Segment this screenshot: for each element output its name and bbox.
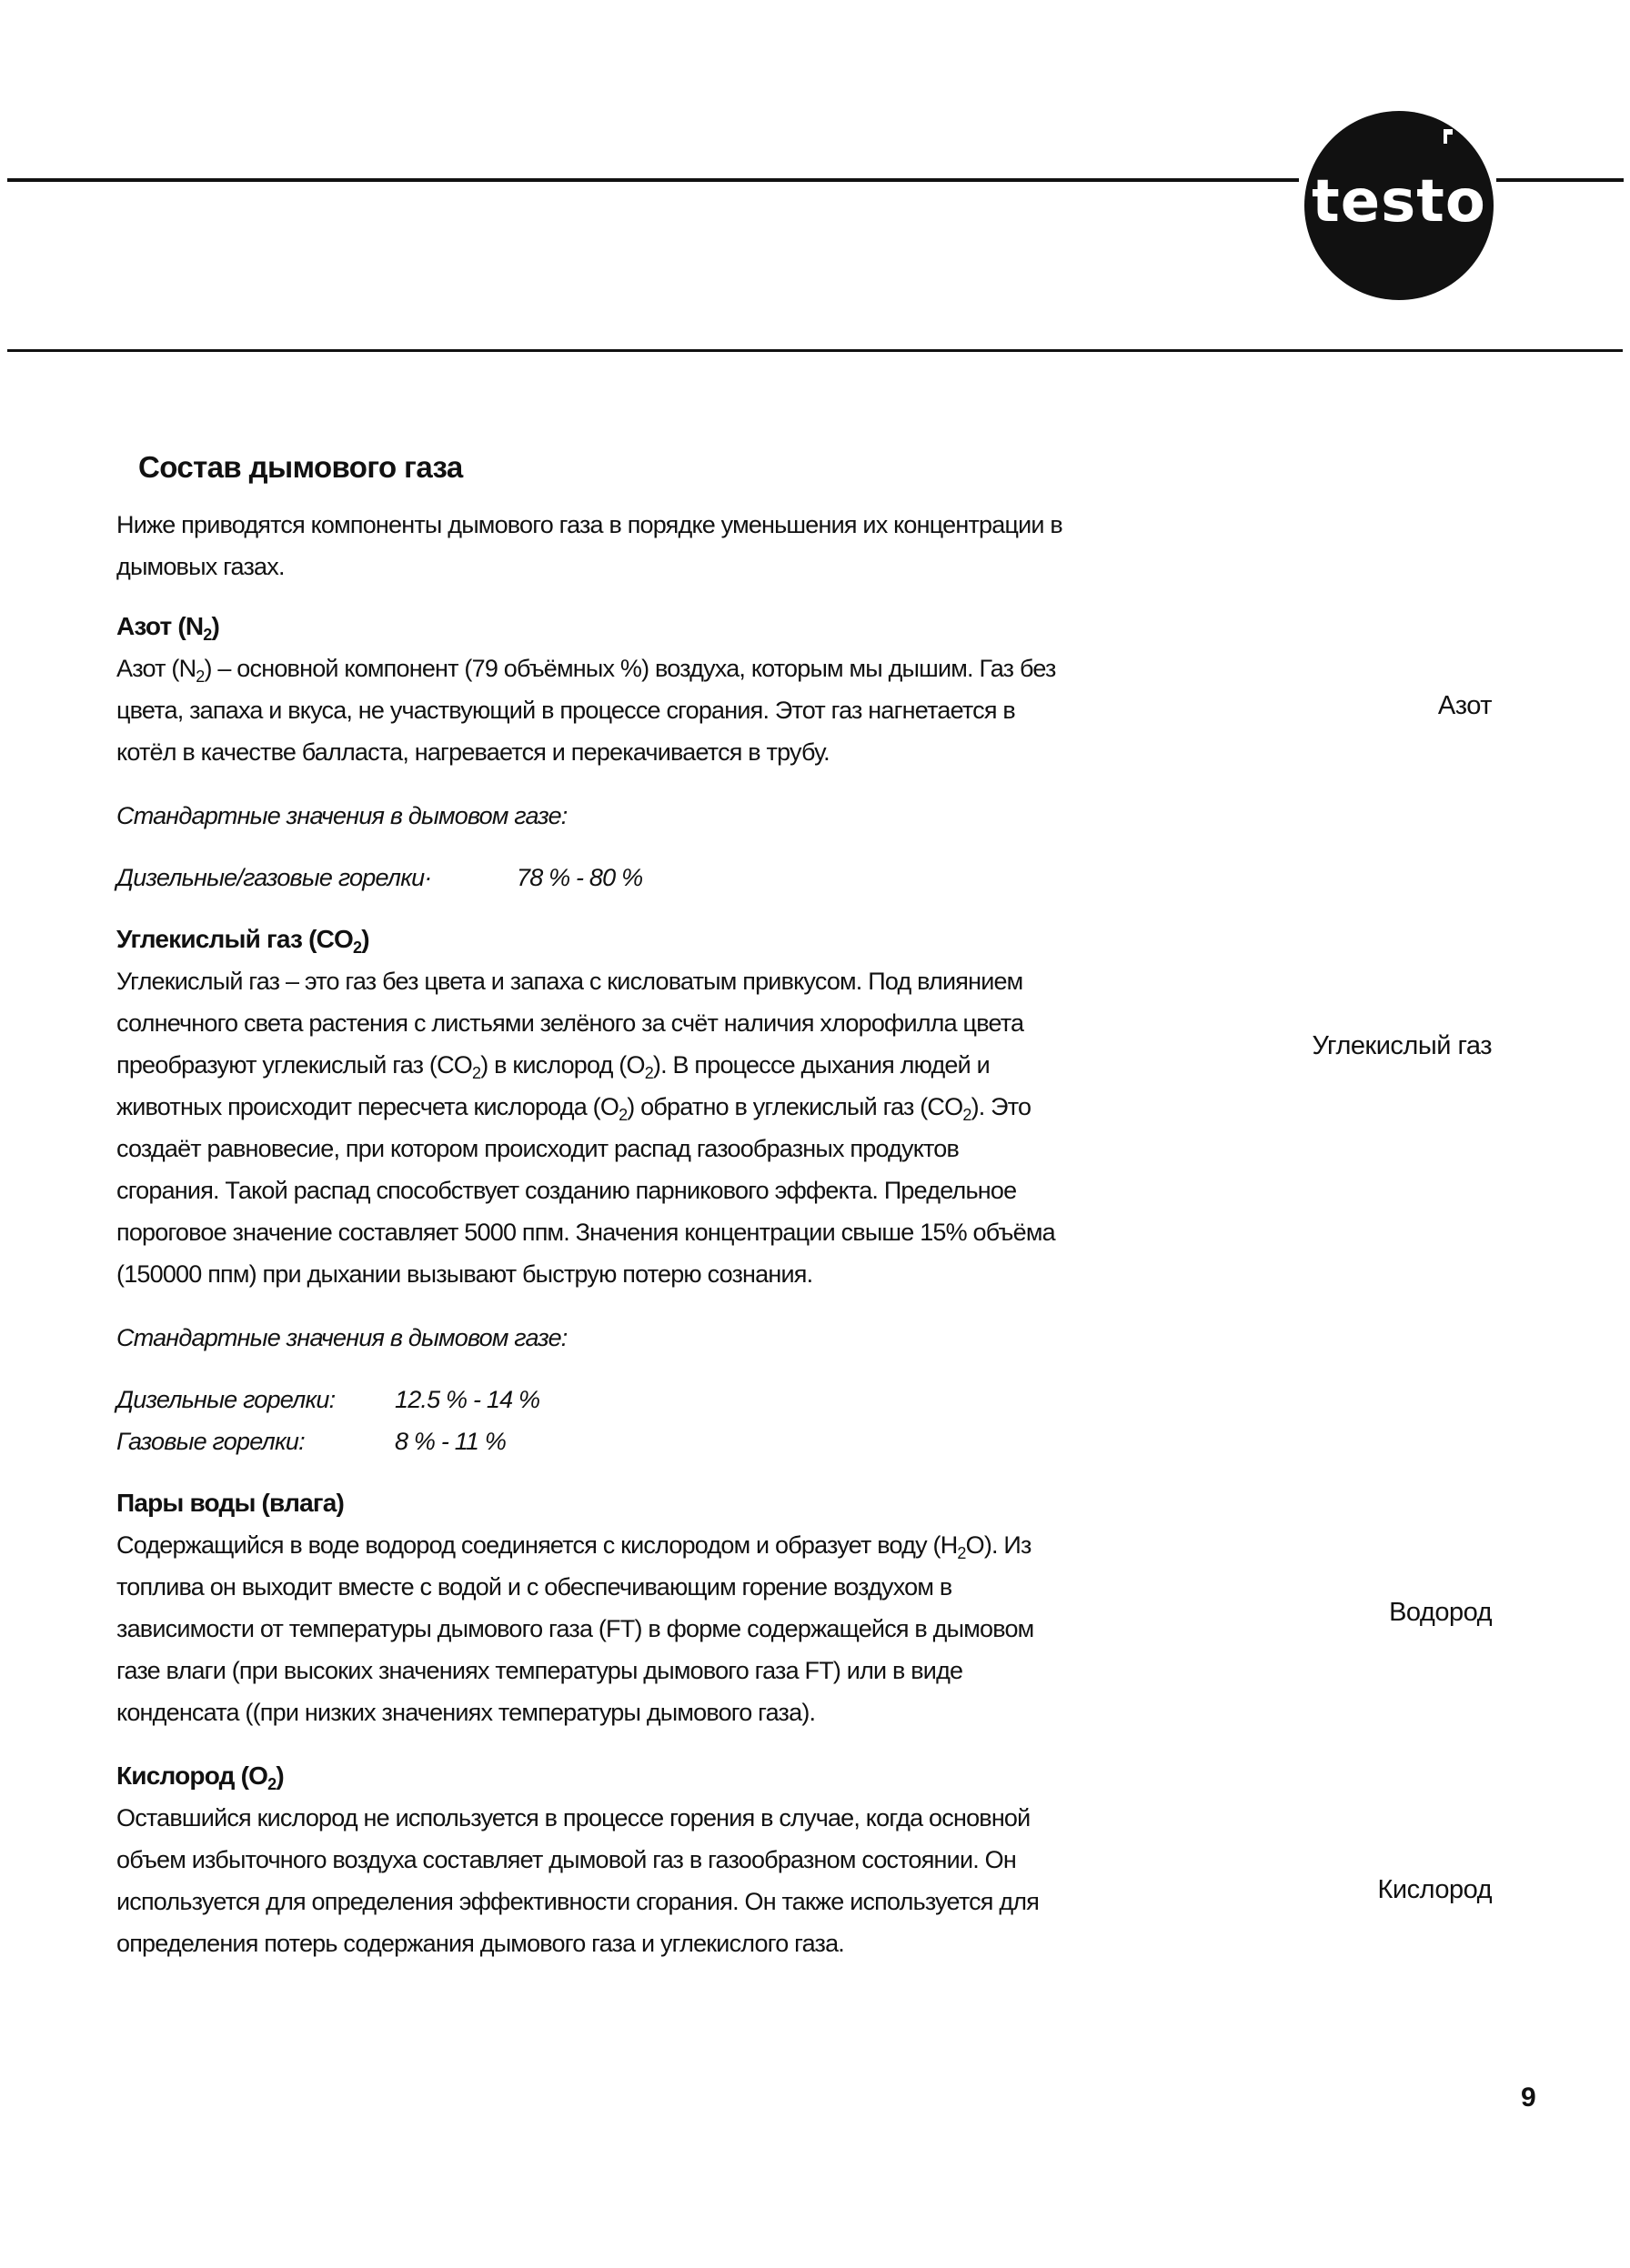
section-title-nitrogen: Азот $(N_2)$	[116, 612, 220, 644]
margin-note-nitrogen: Азот	[1437, 691, 1492, 720]
header-rule-left	[7, 178, 1299, 182]
values-table-nitrogen	[116, 857, 1062, 898]
value-label: Газовые горелки:	[116, 1428, 305, 1455]
header-rule-lower	[7, 349, 1623, 352]
header-rule-right	[1496, 178, 1624, 182]
main-content	[116, 446, 1062, 1964]
logo-flag-icon	[1444, 129, 1453, 144]
section-body-oxygen: Оставшийся кислород не используется в процессе горения в случае, когда основной объем избыточного воздуха составляет дымовой газ в газообразном состоянии. Он используется для определения эффективности сгорания. Он также используется для определения потерь содержания дымового газа и углекислого газа.	[116, 1804, 1040, 1957]
value-row	[116, 1420, 1062, 1462]
value-label: Дизельные/газовые горелки·	[116, 864, 432, 891]
margin-note-water: Водород	[1389, 1598, 1492, 1627]
value-label: Дизельные горелки:	[116, 1386, 336, 1413]
logo-text: testo	[1312, 168, 1486, 236]
value-row	[116, 1379, 1062, 1420]
section-title-water: Пары воды (влага)	[116, 1489, 345, 1517]
section-co2	[116, 918, 1062, 1462]
intro-paragraph: Ниже приводятся компоненты дымового газа в порядке уменьшения их концентрации в дымовых газах.	[116, 511, 1062, 580]
section-body-water: Содержащийся в воде водород соединяется с кислородом и образует воду $(H_2O)$. Из топлива он выходит вместе с водой и с обеспечивающим горение воздухом в зависимости от температуры дымового газа (FT) в форме содержащейся в дымовом газе влаги (при высоких значениях температуры дымового газа FT) или в виде конденсата ((при низких значениях температуры дымового газа).	[116, 1531, 1034, 1726]
value-range: 78 % - 80 %	[517, 864, 643, 891]
value-range: 8 % - 11 %	[395, 1428, 507, 1455]
page-number: 9	[1521, 2082, 1536, 2112]
section-body-nitrogen: Азот $(N_2)$ – основной компонент (79 объёмных %) воздуха, которым мы дышим. Газ без цвета, запаха и вкуса, не участвующий в процессе сгорания. Этот газ нагнетается в котёл в качестве балласта, нагревается и перекачивается в трубу.	[116, 655, 1056, 766]
margin-note-oxygen: Кислород	[1377, 1875, 1492, 1904]
value-range: 12.5 % - 14 %	[395, 1386, 540, 1413]
section-water	[116, 1482, 1062, 1733]
section-title-oxygen: Кислород $(O_2)$	[116, 1761, 284, 1793]
section-nitrogen	[116, 606, 1062, 898]
section-oxygen	[116, 1755, 1062, 1964]
testo-logo	[1304, 111, 1494, 300]
value-row	[116, 857, 1062, 898]
values-table-co2	[116, 1379, 1062, 1462]
standard-values-label-co2: Стандартные значения в дымовом газе:	[116, 1324, 568, 1351]
standard-values-label-nitrogen: Стандартные значения в дымовом газе:	[116, 802, 568, 829]
section-body-co2: Углекислый газ – это газ без цвета и запаха с кисловатым привкусом. Под влиянием солнечного света растения с листьями зелёного за счёт наличия хлорофилла цвета преобразуют углекислый газ $(CO_2)$ в кислород $(O_2)$. В процессе дыхания людей и животных происходит пересчета кислорода $(O_2)$ обратно в углекислый газ $(CO_2)$. Это создаёт равновесие, при котором происходит распад газообразных продуктов сгорания. Такой распад способствует созданию парникового эффекта. Предельное пороговое значение составляет 5000 ппм. Значения концентрации свыше 15% объёма (150000 ппм) при дыхании вызывают быструю потерю сознания.	[116, 968, 1055, 1288]
section-title-co2: Углекислый газ $(CO_2)$	[116, 925, 369, 957]
margin-note-co2: Углекислый газ	[1312, 1031, 1492, 1060]
page-title: Состав дымового газа	[138, 450, 463, 484]
